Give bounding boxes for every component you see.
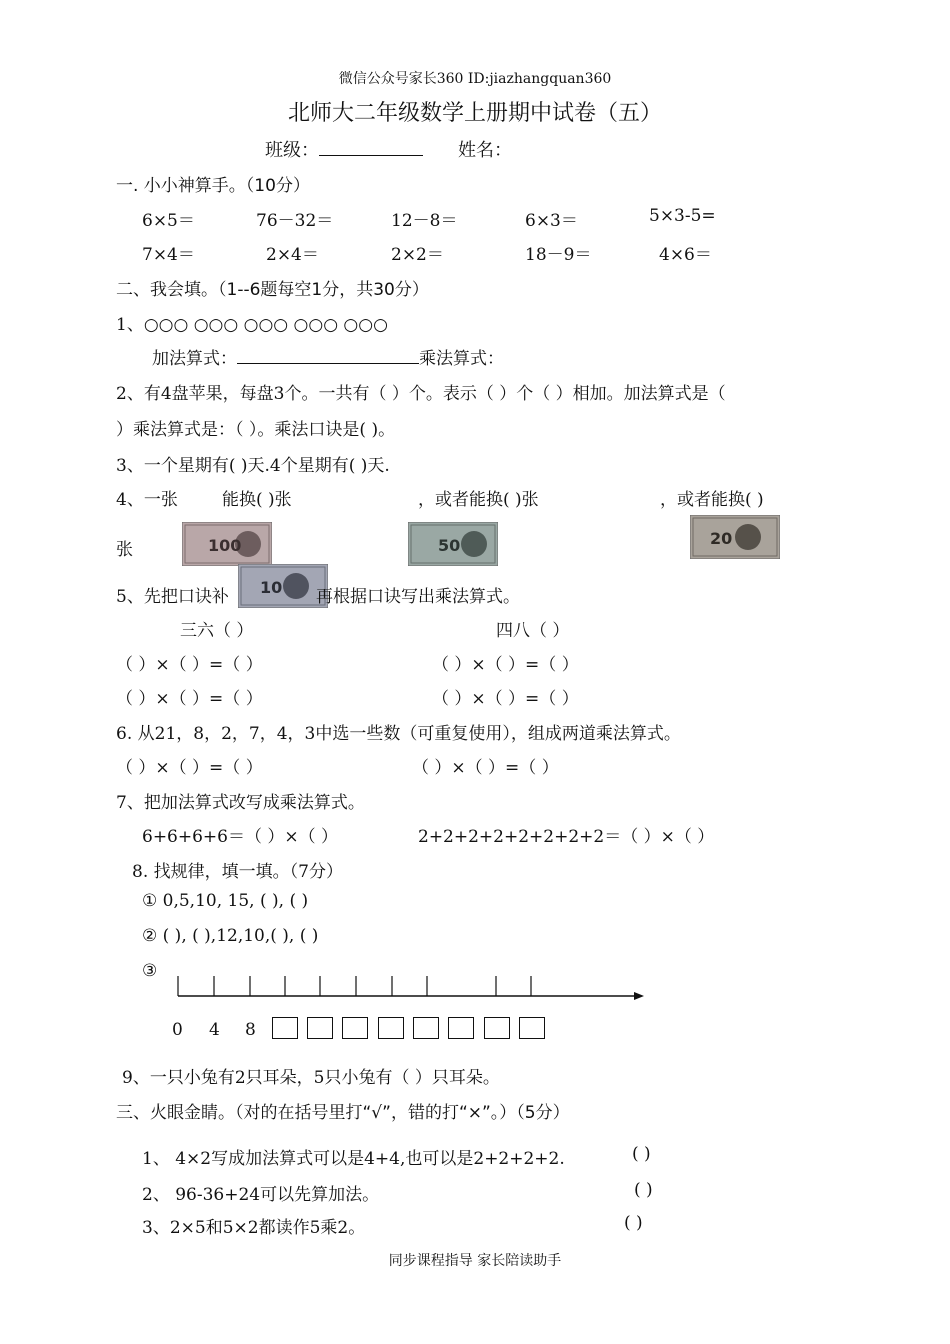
- q7-line: 7、把加法算式改写成乘法算式。: [116, 793, 365, 813]
- note-value: 10: [260, 578, 283, 597]
- arith-item: 7×4＝: [142, 245, 195, 265]
- q3-line: 3、一个星期有( )天.4个星期有( )天.: [116, 456, 390, 476]
- judge-item-paren[interactable]: ( ): [634, 1180, 653, 1200]
- q5-right-rhyme: 四八（ ）: [496, 621, 570, 641]
- q9-line: 9、一只小兔有2只耳朵，5只小兔有（ ）只耳朵。: [122, 1068, 500, 1088]
- footer: 同步课程指导 家长陪读助手: [388, 1253, 562, 1269]
- q6-eq-right: （ ）×（ ）=（ ）: [412, 758, 559, 778]
- note-value: 50: [438, 536, 461, 555]
- q4-part3: ，或者能换( )张: [418, 490, 539, 510]
- judge-item-text: 1、 4×2写成加法算式可以是4+4,也可以是2+2+2+2.: [142, 1149, 565, 1169]
- answer-box[interactable]: [378, 1017, 404, 1039]
- answer-box[interactable]: [272, 1017, 298, 1039]
- q7-eq-left: 6+6+6+6＝（ ）×（ ）: [142, 827, 339, 847]
- class-label: 班级：: [265, 140, 319, 161]
- q4-part2: 能换( )张: [222, 490, 292, 510]
- banknote-100-icon: [182, 522, 272, 566]
- number-label: 0: [172, 1020, 183, 1040]
- class-field: [265, 136, 423, 162]
- banknote-50-icon: [408, 522, 498, 566]
- q8-sequence-2: ② ( ), ( ),12,10,( ), ( ): [142, 926, 319, 946]
- arith-item: 4×6＝: [659, 245, 712, 265]
- answer-box[interactable]: [413, 1017, 439, 1039]
- mul-label: 乘法算式：: [419, 349, 504, 369]
- q2-line2: ）乘法算式是：（ ）。乘法口诀是( )。: [116, 420, 396, 440]
- q5-line-before: 5、先把口诀补: [116, 587, 229, 607]
- arith-item: 2×2＝: [391, 245, 444, 265]
- section3-heading: 三、火眼金睛。（对的在括号里打“√”，错的打“×”。）（5分）: [116, 1103, 570, 1123]
- answer-box[interactable]: [342, 1017, 368, 1039]
- judge-item-paren[interactable]: ( ): [632, 1144, 651, 1164]
- q4-unit: 张: [116, 540, 133, 560]
- arith-item: 76－32＝: [256, 211, 334, 231]
- q4-part4: ，或者能换( ): [660, 490, 764, 510]
- arrow-head-icon: [634, 992, 644, 1000]
- q5-eq: （ ）×（ ）=（ ）: [116, 655, 263, 675]
- banknote-10-icon: [238, 564, 328, 608]
- arith-item: 2×4＝: [266, 245, 319, 265]
- number-label: 8: [245, 1020, 256, 1040]
- q8-seq3-label: ③: [142, 961, 158, 981]
- arith-item: 6×5＝: [142, 211, 195, 231]
- judge-item-paren[interactable]: ( ): [624, 1213, 643, 1233]
- answer-box[interactable]: [448, 1017, 474, 1039]
- q6-eq-left: （ ）×（ ）=（ ）: [116, 758, 263, 778]
- number-label: 4: [209, 1020, 220, 1040]
- section2-heading: 二、我会填。（1--6题每空1分，共30分）: [116, 280, 429, 300]
- add-blank[interactable]: [237, 345, 419, 364]
- q5-eq: （ ）×（ ）=（ ）: [116, 689, 263, 709]
- section1-heading: 一. 小小神算手。（10分）: [116, 176, 310, 196]
- banknote-20-icon: [690, 515, 780, 559]
- answer-box[interactable]: [519, 1017, 545, 1039]
- q5-left-rhyme: 三六（ ）: [180, 621, 254, 641]
- q1-circles: 1、○○○ ○○○ ○○○ ○○○ ○○○: [116, 315, 388, 335]
- note-value: 100: [208, 536, 242, 555]
- watermark: 微信公众号家长360 ID:jiazhangquan360: [338, 71, 612, 87]
- q8-sequence-1: ① 0,5,10, 15, ( ), ( ): [142, 891, 309, 911]
- class-blank[interactable]: [319, 137, 423, 156]
- arith-item: 12－8＝: [391, 211, 458, 231]
- page-title: 北师大二年级数学上册期中试卷（五）: [287, 101, 662, 126]
- answer-box[interactable]: [307, 1017, 333, 1039]
- q5-line-after: 再根据口诀写出乘法算式。: [316, 587, 520, 607]
- q2-line1: 2、有4盘苹果，每盘3个。一共有（ ）个。表示（ ）个（ ）相加。加法算式是（: [116, 384, 726, 404]
- q4-part1: 4、一张: [116, 490, 178, 510]
- name-label: 姓名：: [458, 140, 512, 161]
- q5-eq: （ ）×（ ）=（ ）: [432, 655, 579, 675]
- q1-add-line: [152, 344, 504, 369]
- judge-item-text: 3、2×5和5×2都读作5乘2。: [142, 1218, 366, 1238]
- add-label: 加法算式：: [152, 349, 237, 369]
- arith-item: 5×3-5=: [649, 206, 716, 226]
- q8-heading: 8. 找规律，填一填。（7分）: [132, 862, 343, 882]
- arith-item: 18－9＝: [525, 245, 592, 265]
- judge-item-text: 2、 96-36+24可以先算加法。: [142, 1185, 380, 1205]
- answer-box[interactable]: [484, 1017, 510, 1039]
- q7-eq-right: 2+2+2+2+2+2+2+2＝（ ）×（ ）: [418, 827, 715, 847]
- arith-item: 6×3＝: [525, 211, 578, 231]
- note-value: 20: [710, 529, 733, 548]
- q5-eq: （ ）×（ ）=（ ）: [432, 689, 579, 709]
- q6-line: 6. 从21，8，2，7，4，3中选一些数（可重复使用），组成两道乘法算式。: [116, 724, 681, 744]
